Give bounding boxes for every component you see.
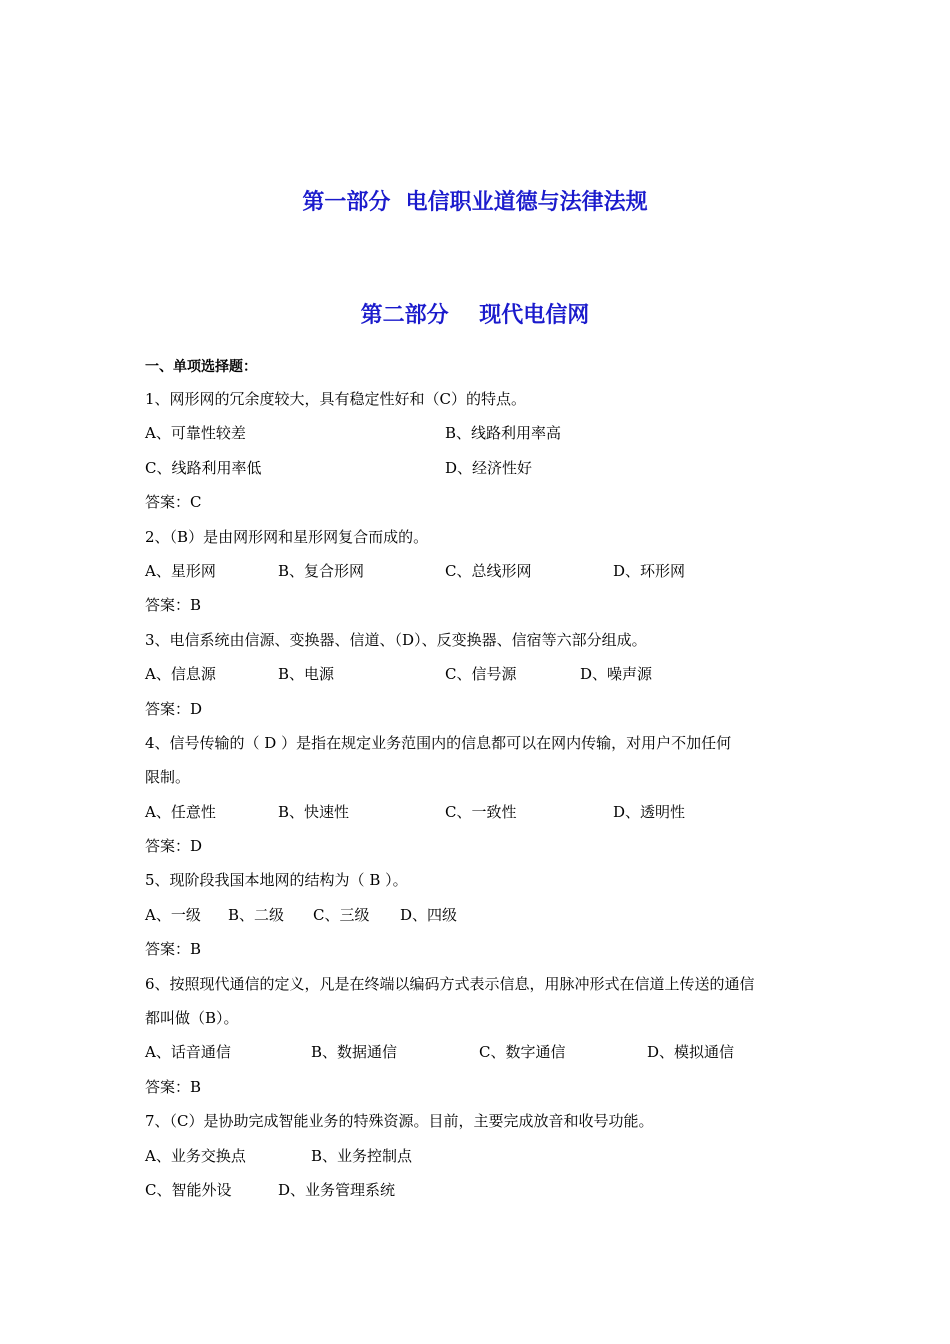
option-text: B、业务控制点 [311, 1146, 413, 1165]
option-text: B、快速性 [278, 802, 350, 821]
options-line [145, 451, 815, 485]
option-text: D、四级 [400, 905, 458, 924]
question-line [145, 863, 815, 897]
option-text: D、业务管理系统 [278, 1180, 396, 1199]
question-line [145, 1001, 815, 1035]
option-text: A、话音通信 [145, 1043, 231, 1062]
option-text: D、噪声源 [580, 665, 653, 684]
question-line [145, 726, 815, 760]
answer-text: 答案：B [145, 596, 202, 615]
options-line [145, 1173, 815, 1207]
answer-text: 答案：D [145, 837, 203, 856]
question-text: 4、信号传输的（ D ）是指在规定业务范围内的信息都可以在网内传输，对用户不加任何 [145, 733, 732, 752]
question-text: 3、电信系统由信源、变换器、信道、（D）、反变换器、信宿等六部分组成。 [145, 630, 647, 649]
question-text: 5、现阶段我国本地网的结构为（ B ）。 [145, 871, 408, 890]
question-line [145, 382, 815, 416]
options-line [145, 416, 815, 450]
option-text: A、可靠性较差 [145, 424, 246, 443]
question-text: 2、（B）是由网形网和星形网复合而成的。 [145, 527, 429, 546]
option-text: B、电源 [278, 665, 335, 684]
answer-line [145, 1070, 815, 1104]
question-text: 限制。 [145, 768, 191, 787]
answer-text: 答案：D [145, 699, 203, 718]
option-text: A、任意性 [145, 802, 216, 821]
option-text: A、业务交换点 [145, 1146, 246, 1165]
question-line [145, 967, 815, 1001]
question-line [145, 760, 815, 794]
options-line [145, 1139, 815, 1173]
question-line [145, 1104, 815, 1138]
option-text: B、二级 [228, 905, 285, 924]
answer-line [145, 692, 815, 726]
option-text: C、一致性 [445, 802, 517, 821]
answer-line [145, 932, 815, 966]
part2-title: 第二部分 现代电信网 [360, 303, 590, 328]
option-text: A、一级 [145, 905, 201, 924]
answer-line [145, 588, 815, 622]
option-text: C、数字通信 [479, 1043, 566, 1062]
question-text: 都叫做（B）。 [145, 1009, 239, 1028]
answer-line [145, 829, 815, 863]
answer-text: 答案：C [145, 493, 202, 512]
option-text: B、数据通信 [311, 1043, 398, 1062]
part1-title: 第一部分 电信职业道德与法律法规 [302, 190, 648, 215]
answer-text: 答案：B [145, 1077, 202, 1096]
answer-text: 答案：B [145, 940, 202, 959]
option-text: B、复合形网 [278, 561, 365, 580]
option-text: D、环形网 [613, 561, 686, 580]
option-text: A、星形网 [145, 561, 216, 580]
options-line [145, 657, 815, 691]
option-text: D、经济性好 [445, 458, 533, 477]
option-text: D、透明性 [613, 802, 686, 821]
option-text: C、智能外设 [145, 1180, 232, 1199]
question-text: 1、网形网的冗余度较大，具有稳定性好和（C）的特点。 [145, 390, 527, 408]
question-text: 6、按照现代通信的定义，凡是在终端以编码方式表示信息，用脉冲形式在信道上传送的通信 [145, 974, 755, 993]
question-list [145, 382, 815, 1207]
options-line [145, 1035, 815, 1069]
section-heading: 一、单项选择题： [145, 359, 257, 375]
options-line [145, 795, 815, 829]
option-text: C、总线形网 [445, 561, 532, 580]
option-text: D、模拟通信 [647, 1043, 735, 1062]
options-line [145, 554, 815, 588]
question-line [145, 520, 815, 554]
question-line [145, 623, 815, 657]
option-text: C、线路利用率低 [145, 458, 262, 477]
option-text: A、信息源 [145, 665, 216, 684]
answer-line [145, 485, 815, 519]
option-text: B、线路利用率高 [445, 424, 562, 443]
option-text: C、三级 [313, 905, 370, 924]
question-text: 7、（C）是协助完成智能业务的特殊资源。目前，主要完成放音和收号功能。 [145, 1112, 654, 1131]
option-text: C、信号源 [445, 665, 517, 684]
options-line [145, 898, 815, 932]
